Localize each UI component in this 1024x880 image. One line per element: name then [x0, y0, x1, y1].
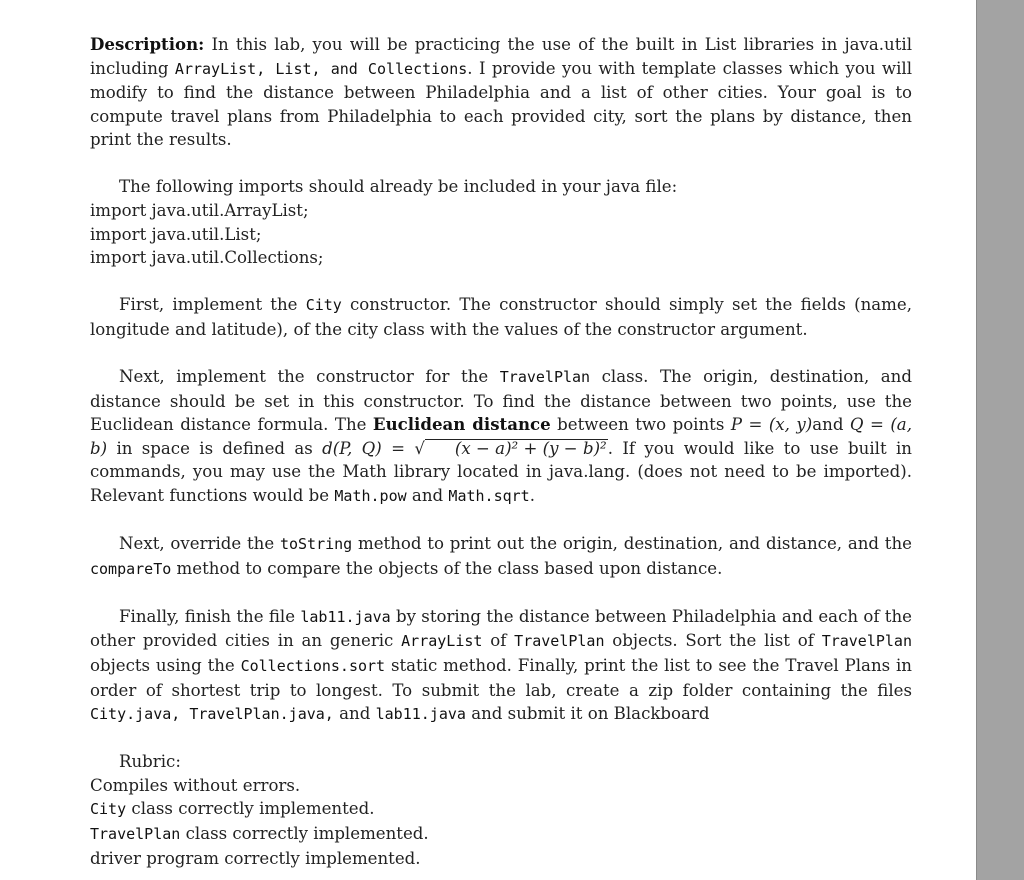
final-text-6: static method. Finally, print the list to see the Travel Plans in order of shortest trip to longest. To submit the lab, create a zip folder containing the files [90, 655, 912, 700]
rubric-title: Rubric: [119, 752, 181, 772]
tostring-paragraph [90, 532, 912, 581]
travelplan-code: TravelPlan [514, 632, 605, 651]
rubric-list [90, 774, 912, 870]
travel-text-4: and [812, 415, 850, 435]
point-p-math: P = (x, y) [730, 415, 813, 435]
travelplan-code: TravelPlan [90, 825, 181, 844]
final-text-2: by storing the distance between Philadelphia and each of the other provided cities in an generic [90, 606, 912, 651]
compareto-code: compareTo [90, 559, 172, 578]
rubric-item-text: class correctly implemented. [180, 824, 429, 844]
travel-text-5: in space is defined as [107, 438, 323, 458]
city-paragraph [90, 293, 912, 341]
rubric-item-text: class correctly implemented. [126, 799, 375, 819]
rubric-item [90, 822, 912, 847]
distance-formula [322, 439, 608, 458]
math-sqrt-code: Math.sqrt [448, 487, 530, 505]
city-code: City [90, 800, 127, 819]
travelplan-code: TravelPlan [499, 368, 591, 387]
point-q-math: Q = (a, b) [90, 415, 912, 458]
final-text-5: objects using the [90, 655, 241, 675]
tostring-text-2: method to print out the origin, destination, and distance, and the [352, 534, 912, 554]
tostring-text-3: method to compare the objects of the class based upon distance. [171, 558, 723, 578]
lab-instructions [90, 33, 912, 870]
description-heading: Description: [90, 34, 205, 54]
city-text-1: First, implement the [119, 295, 306, 315]
sqrt-icon: √ [414, 438, 425, 458]
import-line: import java.util.ArrayList; [90, 201, 309, 221]
rubric-item: driver program correctly implemented. [90, 848, 421, 868]
city-text-2: constructor. The constructor should simply set the fields (name, longitude and latitude), of the city class with the values of the constructor argument. [90, 295, 912, 339]
travel-text-1: Next, implement the constructor for the [119, 367, 500, 387]
final-paragraph [90, 605, 912, 727]
final-text-1: Finally, finish the file [119, 606, 301, 626]
travelplan-code: TravelPlan [821, 632, 912, 651]
tostring-text-1: Next, override the [119, 534, 280, 554]
travel-text-6: . If you would like to use built in commands, you may use the Math library located in java.lang. (does not need to be imported). Relevant functions would be [90, 438, 912, 505]
description-text-1: In this lab, you will be practicing the use of the built in List libraries in java.util including [90, 35, 912, 78]
city-code: City [305, 296, 342, 315]
distance-radicand: (x − a)² + (y − b)² [425, 439, 608, 458]
euclidean-distance-term: Euclidean distance [372, 414, 551, 435]
tostring-code: toString [279, 535, 353, 554]
rubric-item [90, 797, 912, 822]
travel-text-3: between two points [550, 415, 731, 435]
collections-sort-code: Collections.sort [240, 656, 386, 675]
description-text-2: . I provide you with template classes which you will modify to find the distance between Philadelphia and a list of other cities. Your goal is to compute travel plans from Philadelphia to each provided city, sort the plans by distance, then print the results. [90, 58, 913, 150]
import-line: import java.util.Collections; [90, 248, 324, 268]
final-text-4: objects. Sort the list of [604, 631, 822, 651]
description-code-libraries: ArrayList, List, and Collections [174, 59, 468, 78]
travelplan-paragraph [90, 365, 912, 509]
math-pow-code: Math.pow [334, 487, 407, 505]
import-line: import java.util.List; [90, 224, 262, 244]
files-code: City.java, TravelPlan.java, [90, 705, 334, 724]
travel-text-7: and [406, 486, 449, 505]
final-text-3: of [482, 631, 515, 651]
rubric-item: Compiles without errors. [90, 775, 301, 795]
final-text-8: and submit it on Blackboard [465, 704, 710, 724]
description-paragraph [90, 33, 912, 152]
travel-text-2: class. The origin, destination, and distance should be set in this constructor. To find the distance between two points, use the Euclidean distance formula. The [90, 367, 912, 435]
distance-lhs-math: d(P, Q) = [322, 438, 415, 458]
imports-intro: The following imports should already be included in your java file: [119, 177, 678, 197]
lab11-file-code: lab11.java [300, 607, 391, 626]
lab11-file-code: lab11.java [375, 705, 466, 724]
final-text-7: and [333, 704, 376, 724]
travel-text-8: . [529, 486, 535, 505]
arraylist-code: ArrayList [401, 632, 483, 651]
imports-list [90, 199, 912, 270]
